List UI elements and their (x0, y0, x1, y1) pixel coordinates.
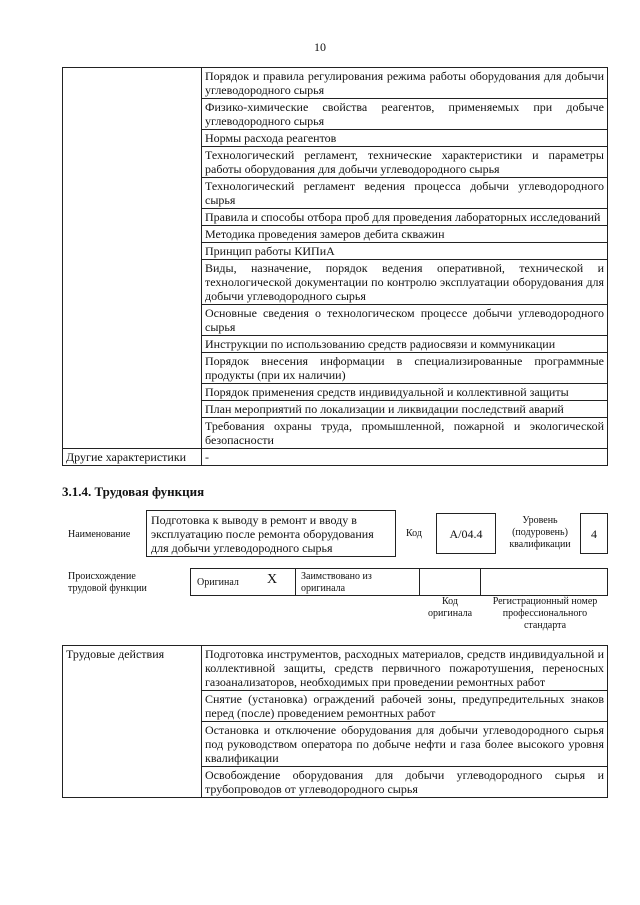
knowledge-item: Порядок внесения информации в специализированные программные продукты (при их наличии) (202, 353, 608, 384)
section-heading: 3.1.4. Трудовая функция (62, 484, 205, 499)
borrowed-label: Заимствовано из оригинала (301, 571, 372, 594)
origin-divider-2 (419, 569, 420, 595)
reg-number-caption: Регистрационный номер профессионального стандарта (492, 596, 598, 631)
other-characteristics-label: Другие характеристики (63, 449, 202, 466)
knowledge-item: Виды, назначение, порядок ведения оперативной, технической и технологической документации по контролю эксплуатации оборудования для добычи углеводородного сырья (202, 260, 608, 305)
action-item: Снятие (установка) ограждений рабочей зоны, предупредительных знаков перед (после) проведением ремонтных работ (202, 691, 608, 722)
knowledge-item: Порядок применения средств индивидуальной и коллективной защиты (202, 384, 608, 401)
knowledge-label-cell (63, 68, 202, 449)
knowledge-item: Методика проведения замеров дебита скважин (202, 226, 608, 243)
knowledge-item: Инструкции по использованию средств радиосвязи и коммуникации (202, 336, 608, 353)
actions-table (62, 645, 608, 798)
knowledge-item: Основные сведения о технологическом процессе добычи углеводородного сырья (202, 305, 608, 336)
code-label: Код (406, 528, 422, 539)
knowledge-table (62, 67, 608, 466)
actions-label: Трудовые действия (63, 646, 202, 798)
knowledge-item: Физико-химические свойства реагентов, применяемых при добыче углеводородного сырья (202, 99, 608, 130)
name-label: Наименование (68, 529, 131, 540)
level-box (580, 513, 608, 554)
knowledge-item: Технологический регламент ведения процесса добычи углеводородного сырья (202, 178, 608, 209)
page-number: 10 (314, 40, 326, 54)
action-item: Остановка и отключение оборудования для добычи углеводородного сырья под руководством оператора по добыче нефти и газа более высокого уровня квалификации (202, 722, 608, 767)
knowledge-item: Порядок и правила регулирования режима работы оборудования для добычи углеводородного сырья (202, 68, 608, 99)
knowledge-row (63, 68, 608, 99)
origin-box (190, 568, 608, 596)
level-value: 4 (591, 527, 597, 541)
code-original-caption: Код оригинала (427, 596, 473, 619)
level-label: Уровень (подуровень) квалификации (509, 515, 571, 550)
knowledge-item: Принцип работы КИПиА (202, 243, 608, 260)
origin-label: Происхождение трудовой функции (68, 571, 147, 594)
action-item: Подготовка инструментов, расходных материалов, средств индивидуальной и коллективной защиты, средств первичного пожаротушения, переносных газоанализаторов, необходимых при проведении ремонтных работ (202, 646, 608, 691)
function-name-value: Подготовка к выводу в ремонт и вводу в эксплуатацию после ремонта оборудования для добычи углеводородного сырья (151, 513, 374, 555)
action-item: Освобождение оборудования для добычи углеводородного сырья и трубопроводов от углеводородного сырья (202, 767, 608, 798)
other-characteristics-value: - (202, 449, 608, 466)
code-value: А/04.4 (449, 527, 483, 541)
knowledge-item: Правила и способы отбора проб для проведения лабораторных исследований (202, 209, 608, 226)
knowledge-item: Технологический регламент, технические характеристики и параметры работы оборудования для добычи углеводородного сырья (202, 147, 608, 178)
knowledge-item: Требования охраны труда, промышленной, пожарной и экологической безопасности (202, 418, 608, 449)
knowledge-item: План мероприятий по локализации и ликвидации последствий аварий (202, 401, 608, 418)
original-mark: X (267, 572, 278, 587)
knowledge-item: Нормы расхода реагентов (202, 130, 608, 147)
origin-divider-1 (295, 569, 296, 595)
function-name-box (146, 510, 396, 557)
code-box (436, 513, 496, 554)
other-characteristics-row (63, 449, 608, 466)
action-row (63, 646, 608, 691)
origin-divider-3 (480, 569, 481, 595)
original-label: Оригинал (197, 577, 239, 588)
